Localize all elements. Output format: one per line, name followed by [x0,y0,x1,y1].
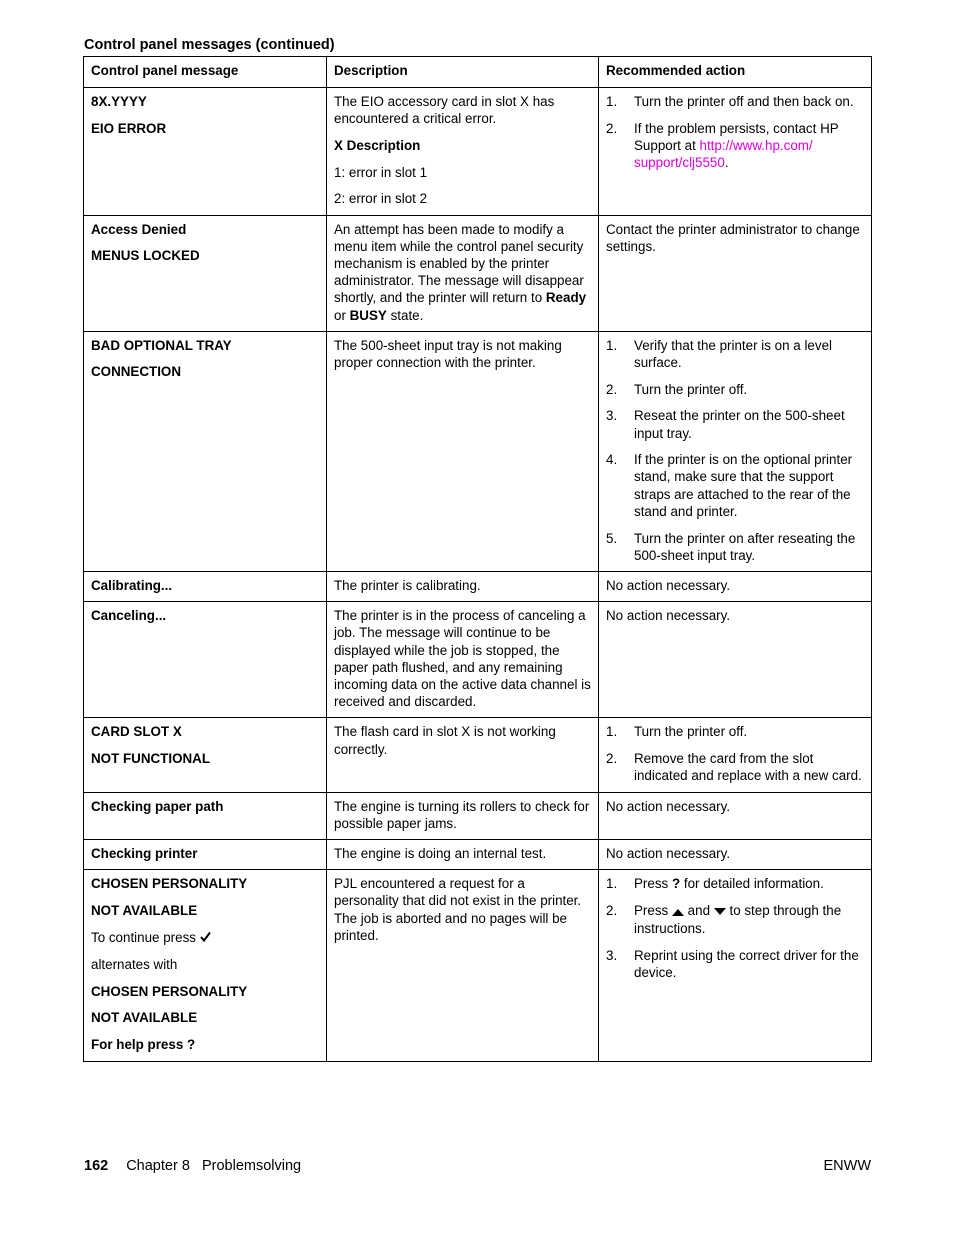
action-steps [606,93,865,171]
checkmark-icon [200,929,211,946]
table-caption: Control panel messages (continued) [84,37,335,53]
table-row [84,870,872,1062]
message-cell [84,571,327,601]
action-cell [599,602,872,718]
message-line: CONNECTION [91,364,182,380]
step-text: for detailed information. [680,876,824,892]
header-description: Description [327,57,599,88]
description-text: The engine is turning its rollers to check for possible paper jams. [334,798,590,831]
message-line [91,929,320,947]
description-text: 2: error in slot 2 [334,191,428,207]
step-text: If the printer is on the optional printer stand, make sure that the support straps are attached to the rear of the stand and printer. [634,452,853,519]
message-line: Checking printer [91,845,198,861]
description-run: An attempt has been made to modify a menu item while the control panel security mechanism is enabled by the printer administrator. The message will disappear shortly, and the printer will return to [334,221,584,306]
hp-support-link[interactable]: http://www.hp.com/ support/clj5550 [634,137,813,171]
action-cell [599,839,872,869]
message-line [91,1036,320,1053]
step-number: 2. [606,902,618,918]
step-text: Verify that the printer is on a level surface. [634,337,832,370]
description-text: The printer is calibrating. [334,577,481,593]
message-cell [84,870,327,1062]
message-cell [84,792,327,839]
description-text: The flash card in slot X is not working correctly. [334,724,556,757]
table-row [84,792,872,839]
table-row [84,718,872,792]
action-step [606,337,865,371]
description-cell [327,792,599,839]
description-cell [327,839,599,869]
message-text: To continue press [91,929,196,945]
description-cell [327,870,599,1062]
action-cell [599,792,872,839]
step-text: Press [634,876,672,892]
message-line: MENUS LOCKED [91,248,200,264]
down-arrow-icon [714,903,726,920]
message-cell [84,839,327,869]
action-cell [599,215,872,331]
action-step [606,750,865,784]
description-text: The 500-sheet input tray is not making proper connection with the printer. [334,337,562,370]
table-header-row [84,57,872,88]
step-text: Turn the printer off and then back on. [634,94,854,109]
message-line: Canceling... [91,608,167,624]
page-footer [84,1158,871,1174]
step-number: 3. [606,408,618,424]
description-cell [327,331,599,571]
action-steps [606,723,865,784]
description-text: 1: error in slot 1 [334,164,428,180]
message-line: alternates with [91,957,178,973]
step-text: and [683,902,714,918]
description-text: The engine is doing an internal test. [334,845,547,861]
step-number: 2. [606,120,618,136]
action-step [606,902,865,937]
action-text: Contact the printer administrator to change settings. [606,221,860,254]
message-line: Checking paper path [91,798,224,814]
message-cell [84,215,327,331]
header-message: Control panel message [84,57,327,88]
busy-keyword: BUSY [349,307,387,323]
message-line: CHOSEN PERSONALITY [91,983,248,999]
action-text: No action necessary. [606,798,731,814]
message-line: CHOSEN PERSONALITY [91,876,248,892]
action-step [606,407,865,441]
chapter-label: Chapter 8 Problemsolving [126,1158,302,1174]
description-subhead: X Description [334,137,421,153]
message-line: NOT FUNCTIONAL [91,751,211,767]
table-row [84,88,872,216]
step-text: If the problem persists, contact HP Support at [634,120,839,153]
table-row [84,215,872,331]
table-row [84,571,872,601]
message-cell [84,718,327,792]
action-cell [599,331,872,571]
help-icon: ? [671,876,681,892]
action-step [606,451,865,520]
step-text: Reprint using the correct driver for the device. [634,947,859,980]
up-arrow-icon [672,903,684,920]
step-text: Press [634,902,672,918]
table-row [84,839,872,869]
message-cell [84,602,327,718]
step-number: 5. [606,530,618,546]
description-text: The printer is in the process of canceling a job. The message will continue to be displayed while the job is stopped, the paper path flushed, and any remaining incoming data on the active data channel is received and discarded. [334,608,591,710]
action-text: No action necessary. [606,845,731,861]
step-number: 2. [606,751,618,767]
action-steps [606,337,865,564]
step-text: to step through the instructions. [634,902,842,936]
action-step [606,93,865,110]
description-text: PJL encountered a request for a personality that did not exist in the printer. The job is aborted and no pages will be printed. [334,876,582,943]
action-cell [599,718,872,792]
step-number: 2. [606,381,618,397]
footer-right-label: ENWW [823,1158,871,1174]
step-number: 1. [606,337,618,353]
description-run: state. [386,307,424,323]
ready-keyword: Ready [545,290,587,306]
action-step [606,120,865,172]
header-action: Recommended action [599,57,872,88]
action-step [606,723,865,740]
message-line: Access Denied [91,221,187,237]
control-panel-messages-table [83,56,872,1062]
step-text: Remove the card from the slot indicated and replace with a new card. [634,751,862,784]
step-number: 1. [606,724,618,740]
message-line: 8X.YYYY [91,94,147,109]
step-number: 1. [606,876,618,892]
description-cell [327,88,599,216]
action-text: No action necessary. [606,608,731,624]
message-line: CARD SLOT X [91,724,182,740]
message-cell [84,88,327,216]
message-line: NOT AVAILABLE [91,1010,198,1026]
page-number: 162 [84,1158,109,1174]
table-row [84,331,872,571]
step-number: 4. [606,452,618,468]
description-cell [327,718,599,792]
action-text: No action necessary. [606,577,731,593]
step-text: Reseat the printer on the 500-sheet input tray. [634,408,845,441]
action-cell [599,88,872,216]
message-line: BAD OPTIONAL TRAY [91,337,232,353]
description-text: The EIO accessory card in slot X has encountered a critical error. [334,94,555,127]
description-run: or [334,307,350,323]
message-line: NOT AVAILABLE [91,902,198,918]
message-cell [84,331,327,571]
description-cell [327,602,599,718]
message-line: EIO ERROR [91,120,167,136]
step-text-end: . [724,155,729,171]
description-text [334,221,592,324]
action-cell [599,870,872,1062]
description-cell [327,215,599,331]
action-step [606,530,865,564]
message-line: Calibrating... [91,577,173,593]
step-text: Turn the printer off. [634,381,748,397]
action-steps [606,875,865,981]
action-step [606,875,865,892]
action-cell [599,571,872,601]
step-number: 1. [606,94,618,109]
description-cell [327,571,599,601]
message-text: For help press [91,1037,184,1053]
step-text: Turn the printer on after reseating the 500-sheet input tray. [634,530,856,563]
table-row [84,602,872,718]
action-step [606,947,865,981]
action-step [606,381,865,398]
step-number: 3. [606,947,618,963]
help-icon: ? [187,1037,196,1053]
step-text: Turn the printer off. [634,724,748,740]
